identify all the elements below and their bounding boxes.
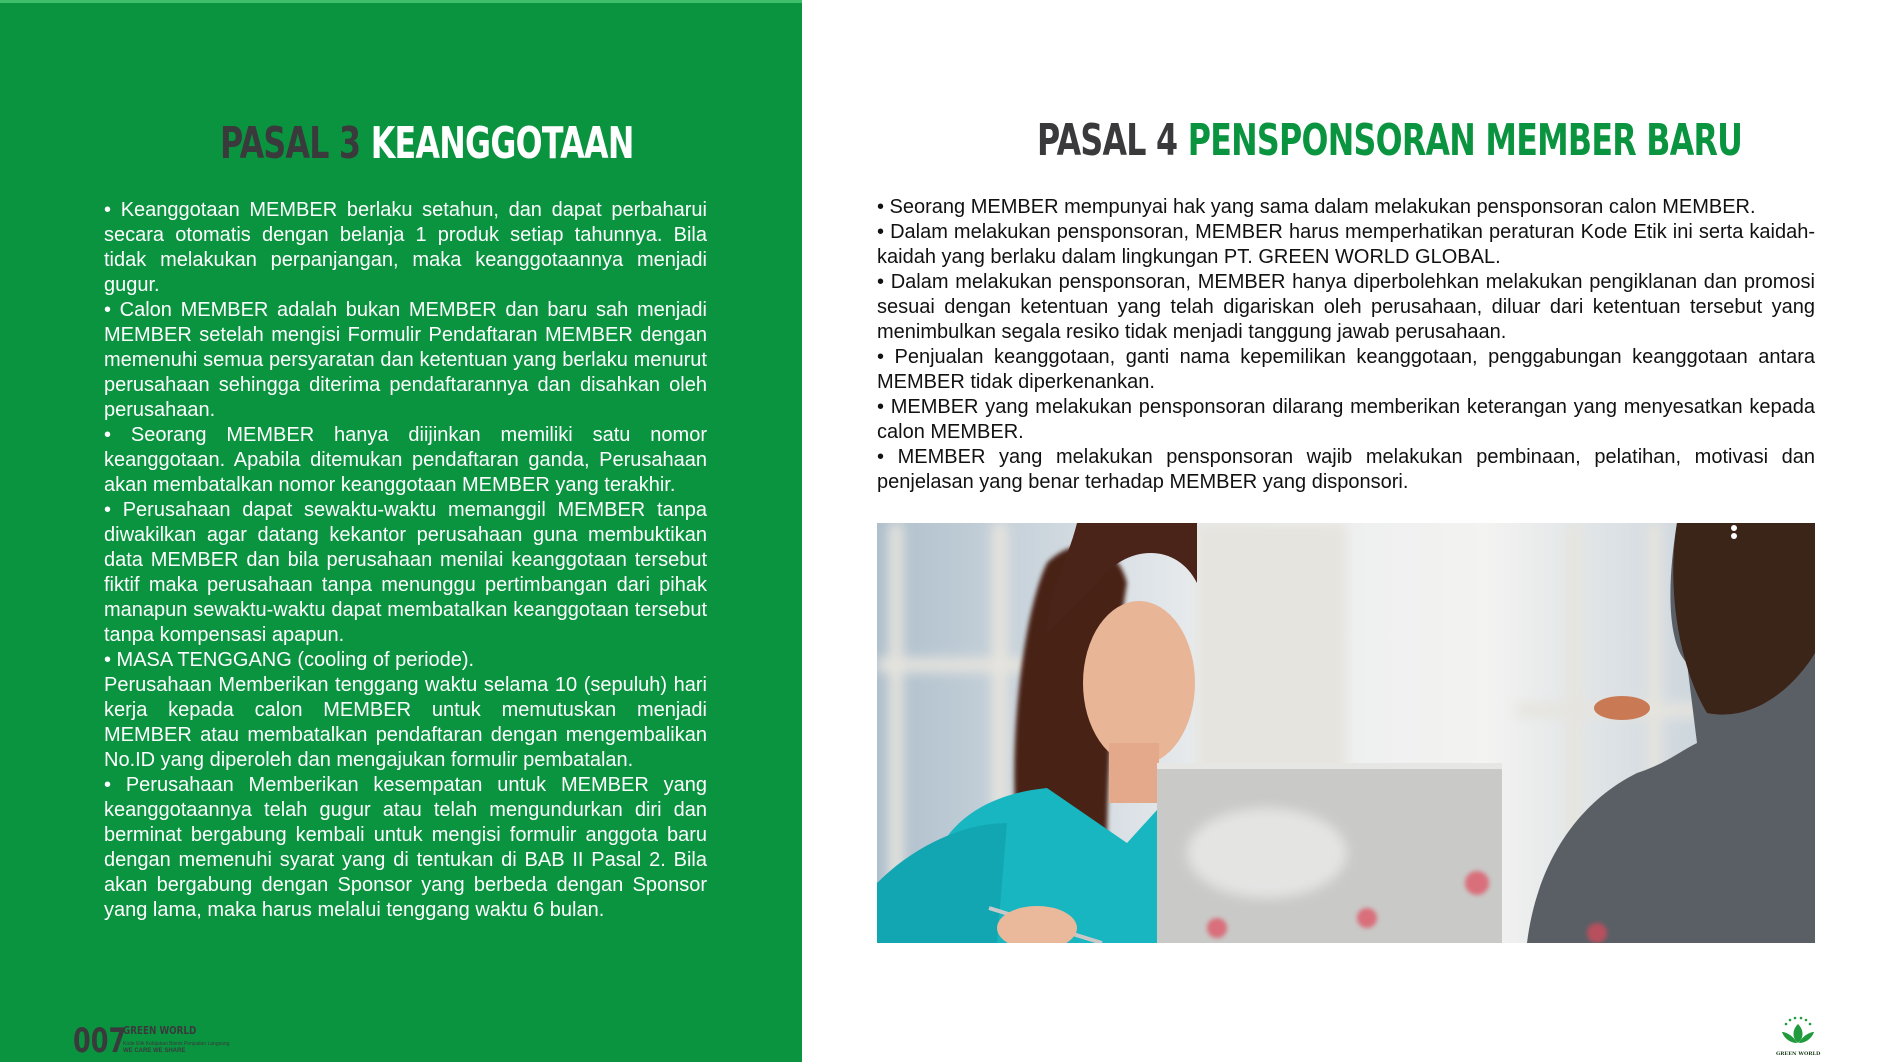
paragraph: • Dalam melakukan pensponsoran, MEMBER hanya diperbolehkan melakukan pengiklanan dan promosi sesuai dengan ketentuan yang telah digariskan oleh perusahaan, diluar dari ketentuan tersebut yang menimbulkan segala resiko tidak menjadi tanggung jawab perusahaan. — [877, 271, 1815, 343]
meeting-photo — [877, 523, 1815, 943]
paragraph: • Keanggotaan MEMBER berlaku setahun, dan dapat perbaharui secara otomatis dengan belanja 1 produk setiap tahunnya. Bila tidak melakukan perpanjangan, maka keanggotaannya menjadi gugur. — [104, 199, 707, 296]
heading-prefix: PASAL 4 — [1037, 115, 1178, 166]
heading-prefix: PASAL 3 — [220, 118, 361, 169]
right-page-heading — [1037, 116, 1742, 166]
left-page-panel — [0, 0, 802, 1062]
paragraph: • Seorang MEMBER hanya diijinkan memiliki satu nomor keanggotaan. Apabila ditemukan pendaftaran ganda, Perusahaan akan membatalkan nomor keanggotaan MEMBER yang terakhir. — [104, 424, 707, 496]
paragraph: • MEMBER yang melakukan pensponsoran wajib melakukan pembinaan, pelatihan, motivasi dan penjelasan yang benar terhadap MEMBER yang disponsori. — [877, 446, 1815, 493]
paragraph: • Seorang MEMBER mempunyai hak yang sama dalam melakukan pensponsoran calon MEMBER. — [877, 196, 1756, 218]
photo-illustration — [877, 523, 1815, 943]
brand-tagline: WE CARE WE SHARE — [123, 1048, 186, 1054]
heading-title: KEANGGOTAAN — [370, 118, 634, 169]
page-number: 007 — [73, 1021, 127, 1061]
paragraph: • Calon MEMBER adalah bukan MEMBER dan baru sah menjadi MEMBER setelah mengisi Formulir Pendaftaran MEMBER dengan memenuhi semua persyaratan dan ketentuan yang berlaku menurut perusahaan sehingga diterima pendaftarannya dan disahkan oleh perusahaan. — [104, 299, 707, 421]
paragraph: Perusahaan Memberikan tenggang waktu selama 10 (sepuluh) hari kerja kepada calon MEMBER untuk memutuskan menjadi MEMBER atau membatalkan pendaftaran dengan mengembalikan No.ID yang diperoleh dan mengajukan formulir pembatalan. — [104, 674, 707, 771]
paragraph: • MASA TENGGANG (cooling of periode). — [104, 649, 475, 671]
left-page-heading — [220, 119, 634, 169]
logo-text: GREEN WORLD — [1776, 1051, 1821, 1057]
footer-brand — [123, 1025, 323, 1055]
right-page-body — [877, 195, 1815, 495]
green-world-logo — [1776, 1016, 1820, 1056]
heading-title: PENSPONSORAN MEMBER BARU — [1187, 115, 1743, 166]
brand-name: GREEN WORLD — [123, 1024, 197, 1037]
left-page-body — [104, 198, 707, 923]
paragraph: • Dalam melakukan pensponsoran, MEMBER harus memperhatikan peraturan Kode Etik ini serta kaidah-kaidah yang berlaku dalam lingkungan PT. GREEN WORLD GLOBAL. — [877, 221, 1815, 268]
paragraph: • Perusahaan dapat sewaktu-waktu memanggil MEMBER tanpa diwakilkan agar datang kekantor perusahaan guna membuktikan data MEMBER dan bila perusahaan menilai keanggotaan tersebut fiktif maka perusahaan tanpa menunggu pertimbangan dari pihak manapun sewaktu-waktu dapat membatalkan keanggotaan tersebut tanpa kompensasi apapun. — [104, 499, 707, 646]
paragraph: • Perusahaan Memberikan kesempatan untuk MEMBER yang keanggotaannya telah gugur atau telah mengundurkan diri dan berminat bergabung kembali untuk mengisi formulir anggota baru dengan memenuhi syarat yang di tentukan di BAB II Pasal 2. Bila akan bergabung dengan Sponsor yang berbeda dengan Sponsor yang lama, maka harus melalui tenggang waktu 6 bulan. — [104, 774, 707, 921]
lotus-logo-icon — [1776, 1016, 1820, 1046]
paragraph: • MEMBER yang melakukan pensponsoran dilarang memberikan keterangan yang menyesatkan kepada calon MEMBER. — [877, 396, 1815, 443]
brand-subtitle: Kode Etik Kebijakan Bisnis Penjualan Langsung — [123, 1041, 230, 1047]
paragraph: • Penjualan keanggotaan, ganti nama kepemilikan keanggotaan, penggabungan keanggotaan antara MEMBER tidak diperkenankan. — [877, 346, 1815, 393]
